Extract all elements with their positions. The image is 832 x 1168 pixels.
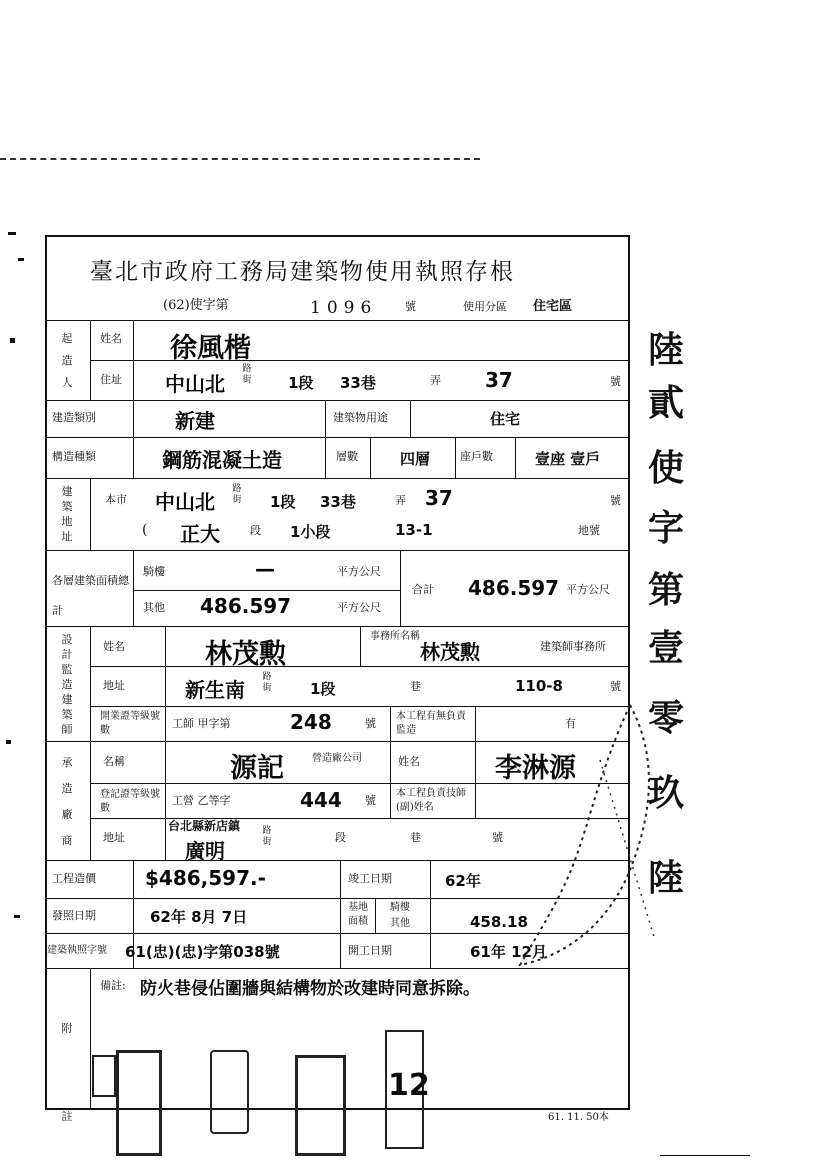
scan-speck xyxy=(8,232,16,235)
grid-line xyxy=(390,706,391,741)
designer-lane: 巷 xyxy=(410,680,421,693)
applicant-road-type: 路街 xyxy=(242,364,252,385)
building-permit-value: 61(忠)(忠)字第038號 xyxy=(125,943,280,961)
contractor-road-type: 路街 xyxy=(262,826,272,847)
supervise-label: 本工程有無負責監造 xyxy=(396,711,466,736)
grid-line xyxy=(475,706,476,741)
cost-value: $486,597.- xyxy=(145,866,266,890)
office-value: 林茂勲 xyxy=(420,640,480,664)
side-char-4: 字 xyxy=(648,508,685,549)
cost-label: 工程造價 xyxy=(52,872,96,885)
applicant-number: 37 xyxy=(485,368,513,392)
scan-speck xyxy=(18,258,24,261)
zone-value: 住宅區 xyxy=(533,299,573,314)
scan-line xyxy=(660,1155,750,1156)
grid-line xyxy=(410,400,411,437)
area-unit-3: 平方公尺 xyxy=(566,583,610,596)
designer-address-value: 新生南 xyxy=(185,678,245,702)
grid-line xyxy=(133,400,134,478)
grid-line xyxy=(340,860,341,968)
zone-label: 使用分區 xyxy=(463,300,507,313)
area-unit-2: 平方公尺 xyxy=(337,601,381,614)
grid-line xyxy=(165,626,166,860)
applicant-address-label: 住址 xyxy=(100,373,122,386)
side-char-2: 貳 xyxy=(648,383,685,424)
structure-label: 構造種類 xyxy=(52,450,96,463)
engineer-label: 本工程負責技師(副)姓名 xyxy=(396,788,466,813)
contractor-address-stamp: 台北縣新店鎮 xyxy=(168,819,241,833)
grid-line xyxy=(360,626,361,666)
sub-section: 1小段 xyxy=(290,523,331,541)
contractor-person-value: 李淋源 xyxy=(495,753,576,784)
license-grade: 工師 甲字第 xyxy=(172,717,231,730)
lot-number-label: 地號 xyxy=(578,524,600,537)
grid-line xyxy=(400,550,401,626)
scan-speck xyxy=(10,338,15,343)
designer-number: 110-8 xyxy=(515,677,563,695)
grid-line xyxy=(90,478,91,550)
designer-name-label: 姓名 xyxy=(103,640,125,653)
side-char-1: 陸 xyxy=(648,330,685,371)
grid-line xyxy=(325,400,326,478)
grid-line xyxy=(45,478,630,479)
registration-suffix: 號 xyxy=(365,794,376,807)
side-char-8: 玖 xyxy=(648,773,685,814)
designer-section: 1段 xyxy=(310,680,336,698)
seal-stamp xyxy=(116,1050,162,1156)
site-number: 37 xyxy=(425,486,453,510)
applicant-section: 1段 xyxy=(288,374,314,392)
contractor-name-suffix: 營造廠公司 xyxy=(312,753,362,764)
applicant-group-label: 起造人 xyxy=(61,332,73,389)
designer-address-label: 地址 xyxy=(103,679,125,692)
category-label: 建造類別 xyxy=(52,411,96,424)
form-title: 臺北市政府工務局建築物使用執照存根 xyxy=(90,259,515,285)
building-use-label: 建築物用途 xyxy=(333,411,388,424)
contractor-group-label: 承造廠商 xyxy=(61,756,73,847)
side-char-9: 陸 xyxy=(648,858,685,899)
start-date-label: 開工日期 xyxy=(348,944,392,957)
contractor-section: 段 xyxy=(335,831,346,844)
applicant-name-value: 徐風楷 xyxy=(170,333,251,364)
applicant-alley-label: 弄 xyxy=(430,374,441,387)
contractor-name-value: 源記 xyxy=(230,753,284,784)
completion-value: 62年 xyxy=(445,872,481,890)
scan-speck xyxy=(14,915,20,918)
open-paren: ( xyxy=(142,522,148,538)
site-road: 中山北 xyxy=(155,490,215,514)
office-suffix: 建築師事務所 xyxy=(540,640,606,653)
units-label: 座戶數 xyxy=(460,450,493,463)
grid-line xyxy=(430,860,431,968)
note-value: 防火巷侵佔圍牆與結構物於改建時同意拆除。 xyxy=(140,979,480,999)
applicant-road: 中山北 xyxy=(165,372,225,396)
site-other-label: 其他 xyxy=(390,918,410,929)
building-permit-label: 建築執照字號 xyxy=(47,945,107,956)
registration-label: 登記證等級號數 xyxy=(100,789,160,814)
building-use-value: 住宅 xyxy=(490,410,521,428)
contractor-name-label: 名稱 xyxy=(103,755,125,768)
start-date-value: 61年 12月 xyxy=(470,943,547,961)
grid-line xyxy=(90,666,630,667)
registration-grade: 工營 乙等字 xyxy=(172,794,231,807)
lot-number: 13-1 xyxy=(395,521,433,539)
supervise-value: 有 xyxy=(565,717,576,730)
site-city-label: 本市 xyxy=(105,493,127,506)
contractor-lane: 巷 xyxy=(410,831,421,844)
grid-line xyxy=(455,437,456,478)
grid-line xyxy=(375,898,376,933)
site-other-value: 458.18 xyxy=(470,913,528,931)
grid-line xyxy=(515,437,516,478)
area-total-value: 486.597 xyxy=(468,576,560,600)
scan-line xyxy=(0,158,480,160)
area-arcade-label: 騎樓 xyxy=(143,565,165,578)
floors-label: 層數 xyxy=(336,450,358,463)
grid-line xyxy=(390,741,391,818)
grid-line xyxy=(133,550,134,626)
designer-road-type: 路街 xyxy=(262,672,272,693)
office-label: 事務所名稱 xyxy=(370,631,420,642)
side-char-7: 零 xyxy=(648,698,685,739)
grid-line xyxy=(90,626,91,860)
note-label: 備註: xyxy=(100,979,126,992)
registration-number: 444 xyxy=(300,788,342,812)
form-code: 61. 11. 50本 xyxy=(548,1112,609,1123)
issue-date-value: 62年 8月 7日 xyxy=(150,908,248,926)
site-road-type: 路街 xyxy=(232,484,242,505)
site-area-label: 基地面積 xyxy=(348,902,368,927)
permit-number: 1096 xyxy=(310,298,378,318)
seal-stamp xyxy=(210,1050,249,1134)
grid-line xyxy=(475,741,476,818)
designer-group-label: 設計監造建築師 xyxy=(61,633,73,736)
site-arcade-label: 騎樓 xyxy=(390,902,410,913)
side-char-3: 使 xyxy=(648,448,685,489)
grid-line xyxy=(370,437,371,478)
units-value: 壹座 壹戶 xyxy=(535,450,601,468)
date-stamp-value: 12 xyxy=(388,1068,430,1103)
grid-line xyxy=(90,320,91,400)
area-group-label: 各層建築面積總計 xyxy=(52,574,129,617)
license-number: 248 xyxy=(290,710,332,734)
area-other-label: 其他 xyxy=(143,601,165,614)
land-section-label: 段 xyxy=(250,524,261,537)
side-char-5: 第 xyxy=(648,570,685,611)
side-char-6: 壹 xyxy=(648,628,685,669)
category-value: 新建 xyxy=(175,409,215,433)
contractor-address-label: 地址 xyxy=(103,831,125,844)
grid-line xyxy=(45,626,630,627)
area-total-label: 合計 xyxy=(412,583,434,596)
ink-smudge xyxy=(480,700,670,980)
license-label: 開業證等級號數 xyxy=(100,711,160,736)
permit-suffix: 號 xyxy=(405,300,416,313)
remarks-label: 附註 xyxy=(61,1022,73,1123)
contractor-person-label: 姓名 xyxy=(398,755,420,768)
contractor-address-value: 廣明 xyxy=(185,839,225,863)
issue-date-label: 發照日期 xyxy=(52,909,96,922)
scan-speck xyxy=(6,740,11,744)
license-suffix: 號 xyxy=(365,717,376,730)
designer-name-value: 林茂勲 xyxy=(205,639,286,670)
applicant-number-label: 號 xyxy=(610,375,621,388)
seal-stamp xyxy=(295,1055,346,1156)
grid-line xyxy=(133,590,400,591)
designer-number-label: 號 xyxy=(610,680,621,693)
area-other-value: 486.597 xyxy=(200,594,292,618)
area-arcade-value: — xyxy=(255,557,275,581)
applicant-name-label: 姓名 xyxy=(100,332,122,345)
site-number-label: 號 xyxy=(610,494,621,507)
area-unit-1: 平方公尺 xyxy=(337,565,381,578)
contractor-number-label: 號 xyxy=(492,831,503,844)
permit-prefix: (62)使字第 xyxy=(163,298,229,313)
site-group-label: 建築地址 xyxy=(61,485,73,543)
floors-value: 四層 xyxy=(400,450,431,468)
applicant-lane: 33巷 xyxy=(340,374,376,392)
grid-line xyxy=(133,320,134,400)
structure-value: 鋼筋混凝土造 xyxy=(162,448,282,472)
site-section: 1段 xyxy=(270,493,296,511)
seal-stamp xyxy=(92,1055,116,1097)
site-lane: 33巷 xyxy=(320,493,356,511)
completion-label: 竣工日期 xyxy=(348,872,392,885)
land-section: 正大 xyxy=(180,522,220,546)
grid-line xyxy=(90,968,91,1110)
site-alley-label: 弄 xyxy=(395,494,406,507)
